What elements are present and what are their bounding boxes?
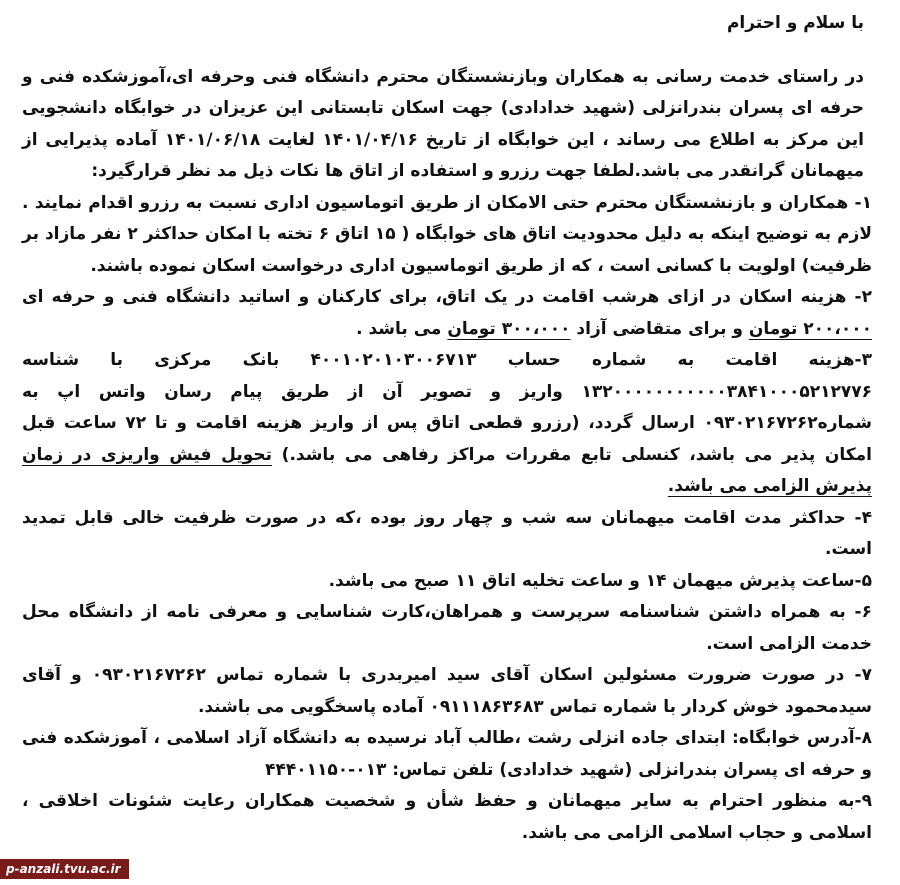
greeting: با سلام و احترام xyxy=(726,13,864,33)
public-price: ۳۰۰،۰۰۰ تومان xyxy=(447,318,571,339)
item-2-text-b: و برای متقاضی آزاد xyxy=(576,318,743,339)
item-9-conduct: ۹-به منظور احترام به سایر میهمانان و حفظ شأن و شخصیت همکاران رعایت شئونات اخلاقی ، اسلامی و حجاب اسلامی الزامی می باشد. xyxy=(22,791,872,843)
item-2-cost xyxy=(22,282,872,345)
receipt-required-note: تحویل فیش واریزی در زمان پذیرش الزامی می باشد. xyxy=(22,444,872,496)
item-2-text-c: می باشد . xyxy=(356,318,442,339)
item-5-check-in-out: ۵-ساعت پذیرش میهمان ۱۴ و ساعت تخلیه اتاق ۱۱ صبح می باشد. xyxy=(328,570,872,591)
item-6-documents: ۶- به همراه داشتن شناسنامه سرپرست و همراهان،کارت شناسایی و معرفی نامه از دانشگاه محل خدمت الزامی است. xyxy=(22,602,872,654)
site-watermark: p-anzali.tvu.ac.ir xyxy=(0,859,129,879)
item-2-text-a: ۲- هزینه اسکان در ازای هرشب اقامت در یک اتاق، برای کارکنان و اساتید دانشگاه فنی و حرفه ای xyxy=(22,287,872,307)
item-3-payment xyxy=(22,345,872,503)
item-7-contacts: ۷- در صورت ضرورت مسئولین اسکان آقای سید امیربدری با شماره تماس ۰۹۳۰۲۱۶۷۲۶۲ و آقای سیدمحمود خوش کردار با شماره تماس ۰۹۱۱۱۸۶۳۶۸۳ آماده پاسخگویی می باشند. xyxy=(22,665,872,717)
announcement-document xyxy=(22,8,872,849)
item-4-max-stay: ۴- حداکثر مدت اقامت میهمانان سه شب و چهار روز بوده ،که در صورت ظرفیت خالی قابل تمدید است. xyxy=(22,507,872,559)
item-8-address: ۸-آدرس خوابگاه: ابتدای جاده انزلی رشت ،طالب آباد نرسیده به دانشگاه آزاد اسلامی ، آموزشکده فنی و حرفه ای پسران بندرانزلی (شهید خدادادی) تلفن تماس: ۰۱۳-۴۴۴۰۱۱۵۰ xyxy=(22,728,872,780)
item-1-reservation: ۱- همکاران و بازنشستگان محترم حتی الامکان از طریق اتوماسیون اداری نسبت به رزرو اقدام نمایند . لازم به توضیح اینکه به دلیل محدودیت اتاق های خوابگاه ( ۱۵ اتاق ۶ تخته با امکان حداکثر ۲ نفر مازاد بر ظرفیت) اولویت با کسانی است ، که از طریق اتوماسیون اداری درخواست اسکان نموده باشند. xyxy=(22,192,872,276)
item-3-text: ۳-هزینه اقامت به شماره حساب ۴۰۰۱۰۲۰۱۰۳۰۰۶۷۱۳ بانک مرکزی با شناسه ۱۳۲۰۰۰۰۰۰۰۰۰۰۰۳۸۴۱۰۰۰۵۲۱۲۷۷۶ واریز و تصویر آن از طریق پیام رسان واتس اپ به شماره۰۹۳۰۲۱۶۷۲۶۲ ارسال گردد، (رزرو قطعی اتاق پس از واریز هزینه اقامت و تا ۷۲ ساعت قبل امکان پذیر می باشد، کنسلی تابع مقررات مراکز رفاهی می باشد.) xyxy=(22,350,872,465)
staff-price: ۲۰۰،۰۰۰ تومان xyxy=(748,318,872,339)
intro-paragraph: در راستای خدمت رسانی به همکاران وبازنشستگان محترم دانشگاه فنی وحرفه ای،آموزشکده فنی و حرفه ای پسران بندرانزلی (شهید خدادادی) جهت اسکان تابستانی این عزیزان در خوابگاه دانشجویی این مرکز به اطلاع می رساند ، این خوابگاه از تاریخ ۱۴۰۱/۰۴/۱۶ لغایت ۱۴۰۱/۰۶/۱۸ آماده پذیرایی از میهمانان گرانقدر می باشد.لطفا جهت رزرو و استفاده از اتاق ها نکات ذیل مد نظر قرارگیرد: xyxy=(22,66,864,181)
